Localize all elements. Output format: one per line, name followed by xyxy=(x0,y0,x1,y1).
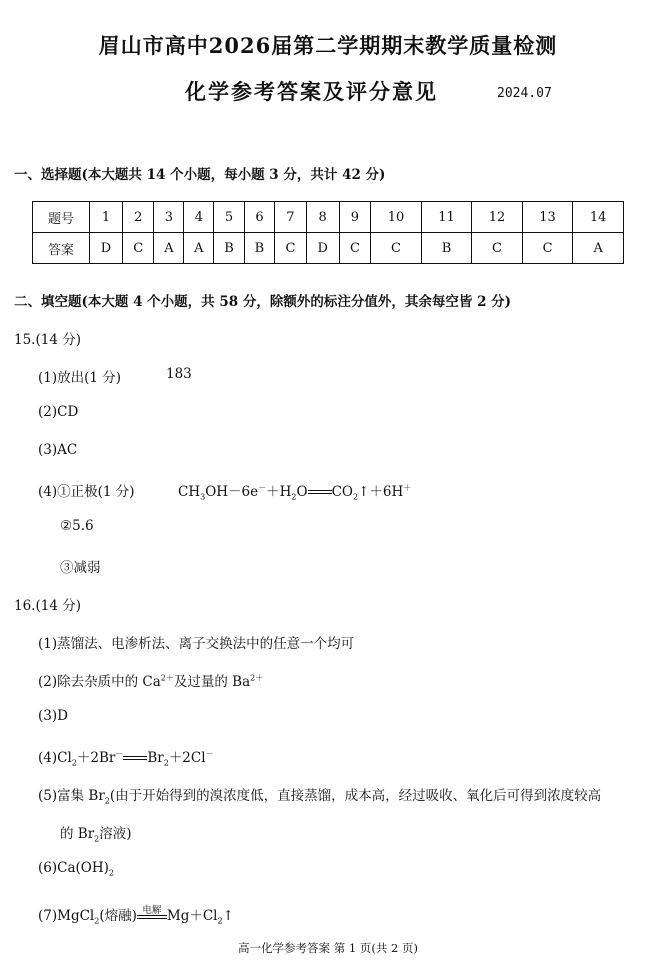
page-title: 眉山市高中2026届第二学期期末教学质量检测 xyxy=(98,33,558,58)
answer-table xyxy=(32,201,624,264)
q15-answer-4-equation: $CH_3OH-6e^-+H_2O$ $CO_2↑+6H^+$ xyxy=(178,483,412,502)
answer-cell: B xyxy=(421,233,472,264)
q15-answer-2: (2)CD xyxy=(38,404,79,420)
question-number: 2 xyxy=(122,202,154,233)
q16-answer-5-line1: (5)富集 $Br_2$(由于开始得到的溴浓度低，直接蒸馏，成本高，经过吸收、氧化后可得到浓度较高 xyxy=(38,788,602,806)
answer-cell: B xyxy=(214,233,244,264)
question-number: 14 xyxy=(573,202,624,233)
equals-sign-icon xyxy=(123,755,147,763)
question-number: 8 xyxy=(306,202,339,233)
question-number: 5 xyxy=(214,202,244,233)
answer-cell: D xyxy=(306,233,339,264)
question-number: 3 xyxy=(154,202,184,233)
table-row xyxy=(33,202,624,233)
q15-answer-4-2: ②5.6 xyxy=(60,518,94,534)
section2-heading: 二、填空题(本大题 4 个小题，共 58 分，除额外的标注分值外，其余每空皆 2 分) xyxy=(14,294,512,310)
answer-cell: C xyxy=(275,233,307,264)
section1-heading: 一、选择题(本大题共 14 个小题，每小题 3 分，共计 42 分) xyxy=(14,167,386,183)
question-number: 10 xyxy=(371,202,422,233)
question-number: 13 xyxy=(522,202,573,233)
question-number: 1 xyxy=(90,202,123,233)
q16-answer-7: (7)MgCl$_2$(熔融) 电解 $Mg+Cl_2↑$ xyxy=(38,904,234,926)
q15-answer-4-label: (4)①正极(1 分) xyxy=(38,484,135,500)
table-row-label: 题号 xyxy=(33,202,90,233)
answer-cell: C xyxy=(339,233,371,264)
q16-answer-5-line2: 的 $Br_2$溶液) xyxy=(60,826,132,844)
equals-sign-icon xyxy=(308,489,332,497)
q16-heading: 16.(14 分) xyxy=(14,598,81,614)
question-number: 11 xyxy=(421,202,472,233)
answer-cell: C xyxy=(472,233,523,264)
q15-answer-1: (1)放出(1 分) xyxy=(38,370,122,386)
question-number: 7 xyxy=(275,202,307,233)
q15-heading: 15.(14 分) xyxy=(14,332,81,348)
answer-cell: C xyxy=(122,233,154,264)
exam-date: 2024.07 xyxy=(497,86,552,101)
question-number: 6 xyxy=(244,202,274,233)
table-row-label: 答案 xyxy=(33,233,90,264)
answer-cell: D xyxy=(90,233,123,264)
question-number: 9 xyxy=(339,202,371,233)
q15-answer-4-3: ③减弱 xyxy=(60,560,101,576)
answer-cell: C xyxy=(371,233,422,264)
answer-cell: C xyxy=(522,233,573,264)
q16-answer-3: (3)D xyxy=(38,708,68,724)
q16-answer-6: $(6)Ca(OH)_2$ xyxy=(38,860,114,878)
q15-answer-3: (3)AC xyxy=(38,442,78,458)
page-subtitle: 化学参考答案及评分意见 xyxy=(185,79,438,104)
question-number: 4 xyxy=(184,202,214,233)
q15-answer-1-value: 183 xyxy=(166,366,192,382)
q16-answer-4: $(4)Cl_2+2Br^-$ $Br_2+2Cl^-$ xyxy=(38,749,214,768)
table-row xyxy=(33,233,624,264)
answer-cell: A xyxy=(154,233,184,264)
page-footer: 高一化学参考答案 第 1 页(共 2 页) xyxy=(238,941,418,955)
answer-cell: B xyxy=(244,233,274,264)
q16-answer-2: (2)除去杂质中的 $Ca^{2+}$及过量的 $Ba^{2+}$ xyxy=(38,673,264,690)
q16-answer-1: (1)蒸馏法、电渗析法、离子交换法中的任意一个均可 xyxy=(38,636,355,652)
answer-cell: A xyxy=(573,233,624,264)
answer-cell: A xyxy=(184,233,214,264)
electrolysis-condition: 电解 xyxy=(137,915,167,919)
question-number: 12 xyxy=(472,202,523,233)
